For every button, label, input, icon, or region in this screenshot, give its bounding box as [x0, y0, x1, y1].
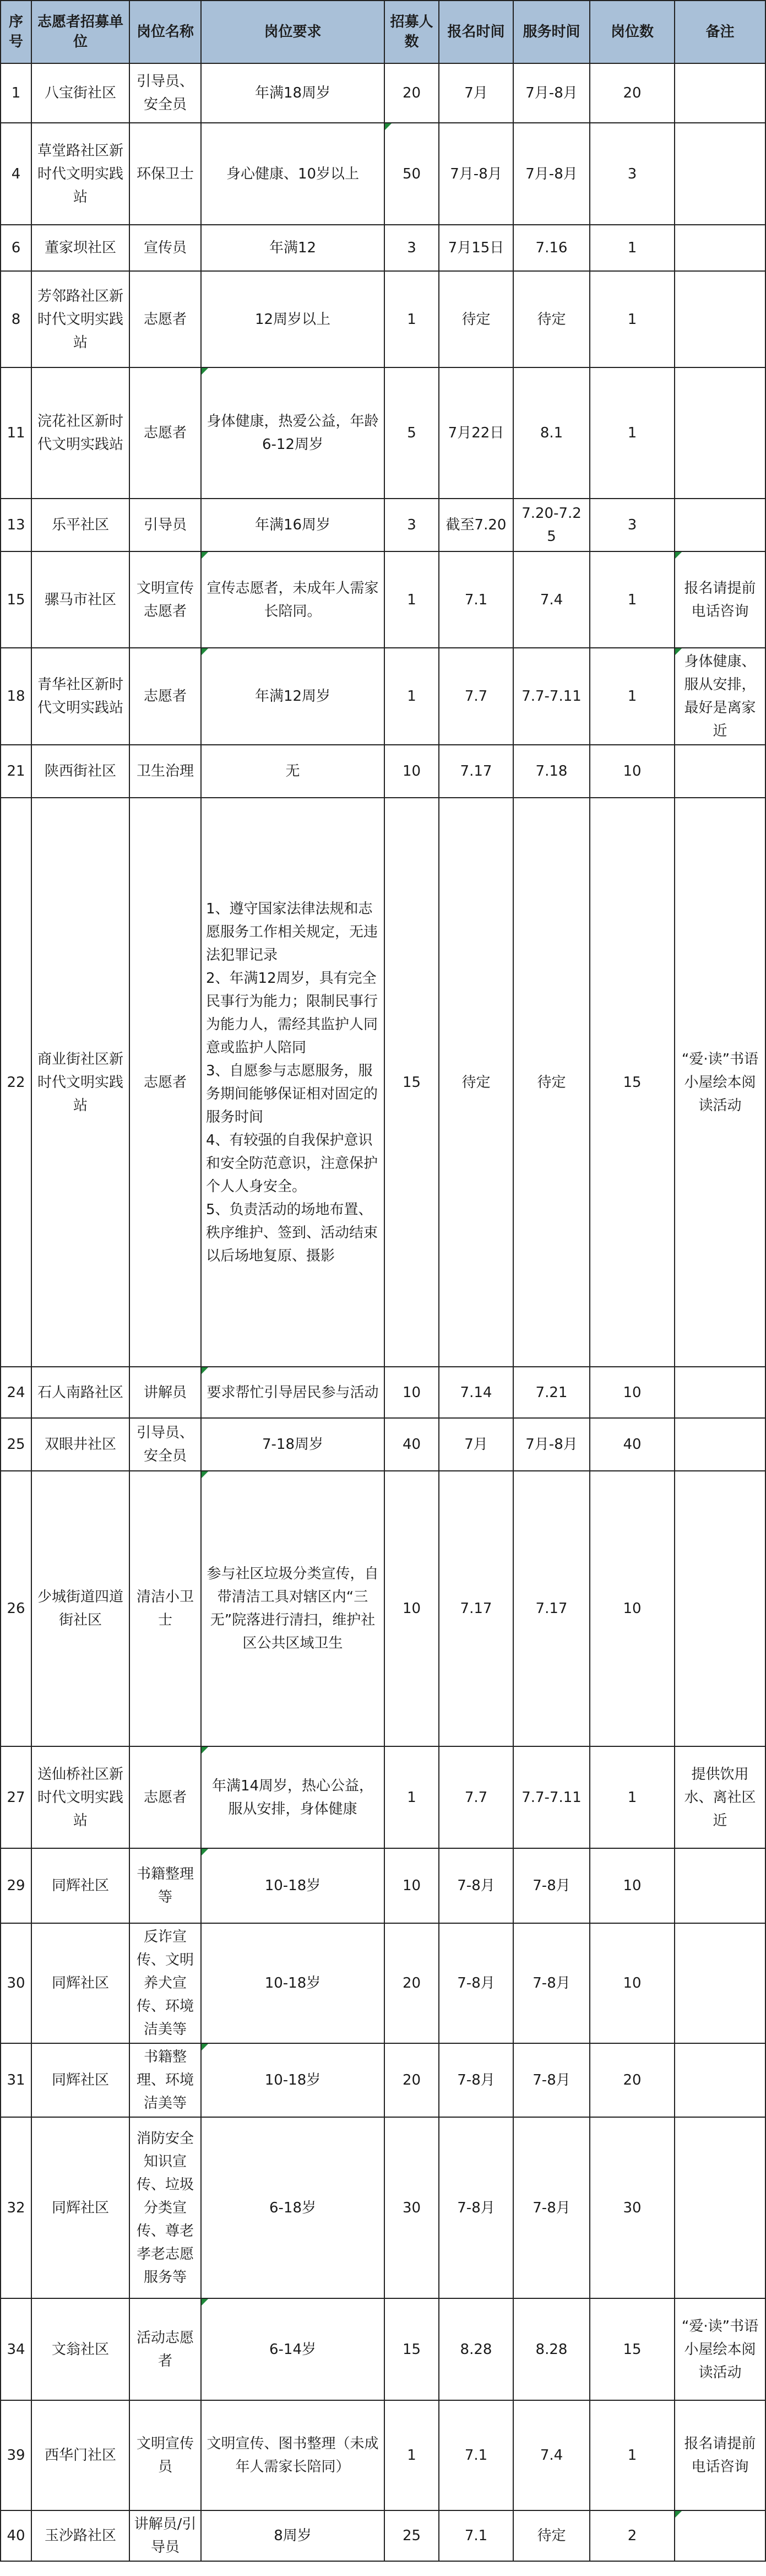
- cell-post: 志愿者: [129, 271, 201, 367]
- cell-note: [675, 2117, 765, 2298]
- cell-count: 1: [384, 271, 439, 367]
- cell-post: 志愿者: [129, 1746, 201, 1848]
- cell-note: [675, 123, 765, 225]
- cell-unit: 八宝街社区: [31, 63, 129, 123]
- cell-signup: 7.7: [439, 1746, 513, 1848]
- cell-posts: 10: [590, 1471, 675, 1746]
- cell-signup: 7-8月: [439, 2043, 513, 2117]
- table-row: [1, 271, 765, 367]
- table-row: [1, 798, 765, 1367]
- cell-req: 宣传志愿者，未成年人需家长陪同。: [201, 551, 384, 648]
- cell-count: 1: [384, 2400, 439, 2510]
- cell-unit: 石人南路社区: [31, 1367, 129, 1418]
- cell-note: [675, 1848, 765, 1923]
- cell-service: 待定: [513, 271, 590, 367]
- cell-post: 讲解员: [129, 1367, 201, 1418]
- cell-unit: 青华社区新时代文明实践站: [31, 648, 129, 745]
- cell-note: [675, 1367, 765, 1418]
- cell-posts: 10: [590, 1848, 675, 1923]
- cell-posts: 20: [590, 2043, 675, 2117]
- cell-no: 25: [1, 1418, 31, 1471]
- table-row: [1, 1367, 765, 1418]
- cell-service: 7-8月: [513, 1923, 590, 2043]
- cell-count: 1: [384, 1746, 439, 1848]
- cell-note: 报名请提前电话咨询: [675, 2400, 765, 2510]
- cell-req: 身体健康，热爱公益，年龄6-12周岁: [201, 367, 384, 499]
- cell-req: 文明宣传、图书整理（未成年人需家长陪同）: [201, 2400, 384, 2510]
- cell-unit: 董家坝社区: [31, 225, 129, 271]
- cell-post: 活动志愿者: [129, 2298, 201, 2400]
- cell-post: 文明宣传员: [129, 2400, 201, 2510]
- table-row: [1, 499, 765, 551]
- cell-no: 11: [1, 367, 31, 499]
- cell-note: [675, 1418, 765, 1471]
- cell-post: 清洁小卫士: [129, 1471, 201, 1746]
- cell-no: 31: [1, 2043, 31, 2117]
- cell-post: 志愿者: [129, 648, 201, 745]
- cell-note: [675, 2043, 765, 2117]
- cell-no: 15: [1, 551, 31, 648]
- cell-signup: 7月22日: [439, 367, 513, 499]
- cell-note: 身体健康、服从安排，最好是离家近: [675, 648, 765, 745]
- cell-count: 20: [384, 63, 439, 123]
- table-row: [1, 2510, 765, 2561]
- cell-post: 文明宣传志愿者: [129, 551, 201, 648]
- cell-req: 1、遵守国家法律法规和志愿服务工作相关规定，无违法犯罪记录 2、年满12周岁，具有完全民事行为能力；限制民事行为能力人，需经其监护人同意或监护人陪同 3、自愿参与志愿服务，服务期间能够保证相对固定的服务时间 4、有较强的自我保护意识和安全防范意识，注意保护个人人身安全。 5、负责活动的场地布置、秩序维护、签到、活动结束以后场地复原、摄影: [201, 798, 384, 1367]
- table-row: [1, 2298, 765, 2400]
- table-row: [1, 2400, 765, 2510]
- cell-unit: 少城街道四道街社区: [31, 1471, 129, 1746]
- cell-service: 7.20-7.25: [513, 499, 590, 551]
- cell-no: 32: [1, 2117, 31, 2298]
- cell-posts: 1: [590, 1746, 675, 1848]
- header-signup: 报名时间: [439, 1, 513, 63]
- cell-signup: 7月: [439, 1418, 513, 1471]
- cell-signup: 7.1: [439, 2400, 513, 2510]
- cell-req: 10-18岁: [201, 1848, 384, 1923]
- cell-unit: 浣花社区新时代文明实践站: [31, 367, 129, 499]
- cell-posts: 1: [590, 648, 675, 745]
- cell-posts: 40: [590, 1418, 675, 1471]
- table-row: [1, 648, 765, 745]
- cell-posts: 15: [590, 2298, 675, 2400]
- cell-count: 15: [384, 2298, 439, 2400]
- table-row: [1, 551, 765, 648]
- cell-posts: 2: [590, 2510, 675, 2561]
- table-row: [1, 2117, 765, 2298]
- cell-count: 3: [384, 225, 439, 271]
- cell-req: 身心健康、10岁以上: [201, 123, 384, 225]
- cell-signup: 7.7: [439, 648, 513, 745]
- cell-signup: 7.17: [439, 1471, 513, 1746]
- cell-note: “爱·读”书语小屋绘本阅读活动: [675, 798, 765, 1367]
- cell-unit: 文翁社区: [31, 2298, 129, 2400]
- cell-unit: 西华门社区: [31, 2400, 129, 2510]
- cell-no: 4: [1, 123, 31, 225]
- cell-signup: 7.1: [439, 2510, 513, 2561]
- cell-signup: 7-8月: [439, 1923, 513, 2043]
- header-post: 岗位名称: [129, 1, 201, 63]
- cell-note: [675, 1923, 765, 2043]
- cell-count: 10: [384, 1848, 439, 1923]
- cell-signup: 7月: [439, 63, 513, 123]
- cell-unit: 玉沙路社区: [31, 2510, 129, 2561]
- cell-posts: 10: [590, 1367, 675, 1418]
- header-service: 服务时间: [513, 1, 590, 63]
- cell-note: [675, 1471, 765, 1746]
- cell-post: 引导员、安全员: [129, 1418, 201, 1471]
- cell-no: 13: [1, 499, 31, 551]
- table-row: [1, 1923, 765, 2043]
- cell-posts: 1: [590, 367, 675, 499]
- cell-count: 1: [384, 551, 439, 648]
- cell-unit: 草堂路社区新时代文明实践站: [31, 123, 129, 225]
- cell-service: 7-8月: [513, 2043, 590, 2117]
- cell-post: 环保卫士: [129, 123, 201, 225]
- cell-service: 7.4: [513, 2400, 590, 2510]
- cell-note: [675, 367, 765, 499]
- cell-service: 7.7-7.11: [513, 648, 590, 745]
- cell-unit: 陕西街社区: [31, 745, 129, 798]
- cell-post: 宣传员: [129, 225, 201, 271]
- cell-post: 讲解员/引导员: [129, 2510, 201, 2561]
- cell-post: 书籍整理、环境洁美等: [129, 2043, 201, 2117]
- cell-signup: 7月15日: [439, 225, 513, 271]
- cell-note: “爱·读”书语小屋绘本阅读活动: [675, 2298, 765, 2400]
- cell-note: [675, 271, 765, 367]
- cell-posts: 3: [590, 123, 675, 225]
- cell-note: [675, 499, 765, 551]
- cell-req: 6-14岁: [201, 2298, 384, 2400]
- cell-service: 8.28: [513, 2298, 590, 2400]
- table-row: [1, 1471, 765, 1746]
- cell-no: 24: [1, 1367, 31, 1418]
- cell-signup: 7.17: [439, 745, 513, 798]
- cell-req: 10-18岁: [201, 2043, 384, 2117]
- cell-req: 年满14周岁，热心公益，服从安排，身体健康: [201, 1746, 384, 1848]
- cell-req: 年满12周岁: [201, 648, 384, 745]
- table-row: [1, 1746, 765, 1848]
- cell-post: 引导员、安全员: [129, 63, 201, 123]
- cell-no: 8: [1, 271, 31, 367]
- cell-signup: 待定: [439, 798, 513, 1367]
- cell-signup: 7-8月: [439, 2117, 513, 2298]
- cell-unit: 同辉社区: [31, 2117, 129, 2298]
- cell-unit: 送仙桥社区新时代文明实践站: [31, 1746, 129, 1848]
- cell-service: 8.1: [513, 367, 590, 499]
- cell-no: 30: [1, 1923, 31, 2043]
- cell-service: 7月-8月: [513, 123, 590, 225]
- header-no: 序号: [1, 1, 31, 63]
- cell-posts: 1: [590, 2400, 675, 2510]
- cell-count: 5: [384, 367, 439, 499]
- cell-service: 7.16: [513, 225, 590, 271]
- cell-no: 6: [1, 225, 31, 271]
- header-count: 招募人数: [384, 1, 439, 63]
- cell-service: 7月-8月: [513, 1418, 590, 1471]
- cell-count: 10: [384, 1367, 439, 1418]
- cell-count: 25: [384, 2510, 439, 2561]
- cell-service: 7.17: [513, 1471, 590, 1746]
- table-row: [1, 745, 765, 798]
- cell-count: 1: [384, 648, 439, 745]
- cell-note: 报名请提前电话咨询: [675, 551, 765, 648]
- cell-count: 40: [384, 1418, 439, 1471]
- cell-req: 年满16周岁: [201, 499, 384, 551]
- cell-note: [675, 745, 765, 798]
- cell-no: 39: [1, 2400, 31, 2510]
- cell-post: 消防安全知识宣传、垃圾分类宣传、尊老孝老志愿服务等: [129, 2117, 201, 2298]
- table-row: [1, 1848, 765, 1923]
- cell-no: 27: [1, 1746, 31, 1848]
- cell-note: [675, 2510, 765, 2561]
- cell-req: 年满12: [201, 225, 384, 271]
- cell-post: 书籍整理等: [129, 1848, 201, 1923]
- cell-unit: 骡马市社区: [31, 551, 129, 648]
- header-unit: 志愿者招募单位: [31, 1, 129, 63]
- cell-count: 10: [384, 1471, 439, 1746]
- cell-count: 3: [384, 499, 439, 551]
- cell-posts: 1: [590, 225, 675, 271]
- cell-no: 34: [1, 2298, 31, 2400]
- table-row: [1, 2043, 765, 2117]
- cell-no: 40: [1, 2510, 31, 2561]
- cell-service: 7.21: [513, 1367, 590, 1418]
- cell-count: 20: [384, 1923, 439, 2043]
- cell-req: 无: [201, 745, 384, 798]
- cell-no: 1: [1, 63, 31, 123]
- cell-no: 29: [1, 1848, 31, 1923]
- cell-note: 提供饮用水、离社区近: [675, 1746, 765, 1848]
- cell-service: 7.7-7.11: [513, 1746, 590, 1848]
- cell-post: 引导员: [129, 499, 201, 551]
- cell-post: 反诈宣传、文明养犬宣传、环境洁美等: [129, 1923, 201, 2043]
- header-posts: 岗位数: [590, 1, 675, 63]
- cell-req: 12周岁以上: [201, 271, 384, 367]
- cell-no: 26: [1, 1471, 31, 1746]
- cell-unit: 同辉社区: [31, 1923, 129, 2043]
- cell-note: [675, 63, 765, 123]
- cell-posts: 3: [590, 499, 675, 551]
- cell-req: 参与社区垃圾分类宣传，自带清洁工具对辖区内“三无”院落进行清扫，维护社区公共区域卫生: [201, 1471, 384, 1746]
- cell-posts: 1: [590, 271, 675, 367]
- cell-signup: 待定: [439, 271, 513, 367]
- cell-no: 21: [1, 745, 31, 798]
- cell-signup: 8.28: [439, 2298, 513, 2400]
- cell-count: 20: [384, 2043, 439, 2117]
- header-note: 备注: [675, 1, 765, 63]
- cell-posts: 15: [590, 798, 675, 1367]
- cell-posts: 10: [590, 1923, 675, 2043]
- cell-req: 年满18周岁: [201, 63, 384, 123]
- cell-unit: 乐平社区: [31, 499, 129, 551]
- cell-note: [675, 225, 765, 271]
- table-row: [1, 367, 765, 499]
- cell-posts: 30: [590, 2117, 675, 2298]
- header-row: [1, 1, 765, 63]
- cell-posts: 20: [590, 63, 675, 123]
- table-row: [1, 225, 765, 271]
- cell-count: 50: [384, 123, 439, 225]
- cell-signup: 7.14: [439, 1367, 513, 1418]
- table-row: [1, 63, 765, 123]
- cell-req: 7-18周岁: [201, 1418, 384, 1471]
- cell-posts: 1: [590, 551, 675, 648]
- cell-signup: 7.1: [439, 551, 513, 648]
- table-row: [1, 123, 765, 225]
- cell-no: 18: [1, 648, 31, 745]
- cell-service: 待定: [513, 798, 590, 1367]
- cell-service: 待定: [513, 2510, 590, 2561]
- table-row: [1, 1418, 765, 1471]
- cell-service: 7.4: [513, 551, 590, 648]
- cell-post: 卫生治理: [129, 745, 201, 798]
- cell-signup: 截至7.20: [439, 499, 513, 551]
- cell-unit: 双眼井社区: [31, 1418, 129, 1471]
- cell-req: 6-18岁: [201, 2117, 384, 2298]
- cell-count: 15: [384, 798, 439, 1367]
- cell-service: 7月-8月: [513, 63, 590, 123]
- cell-req: 10-18岁: [201, 1923, 384, 2043]
- cell-post: 志愿者: [129, 798, 201, 1367]
- cell-count: 10: [384, 745, 439, 798]
- cell-req: 8周岁: [201, 2510, 384, 2561]
- cell-service: 7.18: [513, 745, 590, 798]
- cell-req: 要求帮忙引导居民参与活动: [201, 1367, 384, 1418]
- cell-unit: 芳邻路社区新时代文明实践站: [31, 271, 129, 367]
- cell-signup: 7月-8月: [439, 123, 513, 225]
- cell-unit: 同辉社区: [31, 2043, 129, 2117]
- cell-no: 22: [1, 798, 31, 1367]
- cell-post: 志愿者: [129, 367, 201, 499]
- cell-service: 7-8月: [513, 1848, 590, 1923]
- header-req: 岗位要求: [201, 1, 384, 63]
- cell-unit: 商业街社区新时代文明实践站: [31, 798, 129, 1367]
- cell-service: 7-8月: [513, 2117, 590, 2298]
- cell-posts: 10: [590, 745, 675, 798]
- cell-signup: 7-8月: [439, 1848, 513, 1923]
- cell-unit: 同辉社区: [31, 1848, 129, 1923]
- cell-count: 30: [384, 2117, 439, 2298]
